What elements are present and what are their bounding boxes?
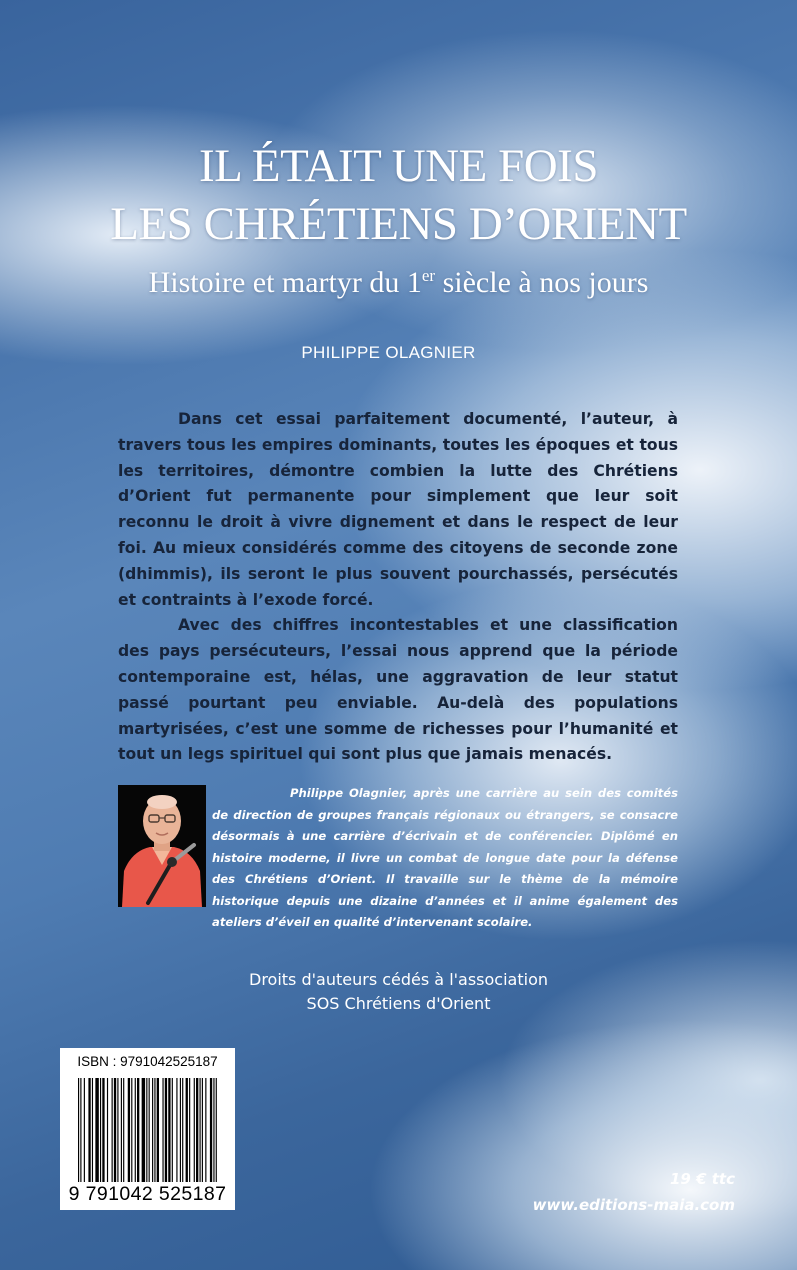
book-title-line1: IL ÉTAIT UNE FOIS	[199, 140, 598, 192]
barcode-bar-29	[180, 1078, 181, 1182]
barcode-bar-32	[189, 1078, 190, 1182]
barcode-bar-23	[157, 1078, 159, 1182]
barcode-bar-5	[95, 1078, 98, 1182]
barcode-bar-26	[168, 1078, 170, 1182]
barcode-bar-27	[172, 1078, 173, 1182]
isbn-digits: 9 791042 525187	[68, 1183, 227, 1205]
book-blurb	[118, 407, 678, 768]
author-photo-illustration	[118, 785, 206, 907]
price: 19 € ttc	[670, 1170, 735, 1188]
barcode-bar-18	[142, 1078, 145, 1182]
author-photo	[118, 785, 206, 907]
barcode-bar-31	[186, 1078, 188, 1182]
isbn-barcode-block	[60, 1048, 235, 1210]
barcode-bar-25	[165, 1078, 167, 1182]
barcode-bar-10	[114, 1078, 116, 1182]
barcode-bar-24	[162, 1078, 163, 1182]
barcode-bar-34	[196, 1078, 198, 1182]
barcode-bar-15	[131, 1078, 132, 1182]
barcode-bar-30	[182, 1078, 183, 1182]
barcode-bar-22	[154, 1078, 155, 1182]
barcode-bar-14	[128, 1078, 130, 1182]
book-title-line2: LES CHRÉTIENS D’ORIENT	[110, 198, 687, 250]
author-name: PHILIPPE OLAGNIER	[301, 343, 476, 362]
author-bio: Philippe Olagnier, après une carrière au sein des comités de direction de groupes français régionaux ou étrangers, se consacre désormais à une carrière d’écrivain et de conférencier. Diplômé en histoire moderne, il livre un combat de longue date pour la défense des Chrétiens d’Orient. Il travaille sur le thème de la mémoire historique depuis une dizaine d’années et il anime également des ateliers d’éveil en qualité d’intervenant scolaire.	[212, 786, 678, 929]
barcode-bar-21	[152, 1078, 153, 1182]
barcode-bar-13	[123, 1078, 124, 1182]
barcode-bar-19	[146, 1078, 147, 1182]
subtitle-text-end: siècle à nos jours	[435, 266, 649, 299]
isbn-label: ISBN : 9791042525187	[77, 1054, 218, 1069]
barcode-bar-39	[213, 1078, 214, 1182]
barcode-bar-33	[194, 1078, 195, 1182]
barcode-bar-40	[216, 1078, 217, 1182]
barcode-bar-9	[112, 1078, 113, 1182]
subtitle-superscript: er	[421, 266, 436, 285]
barcode-bar-8	[107, 1078, 108, 1182]
barcode-bar-11	[117, 1078, 118, 1182]
publisher-website[interactable]: www.editions-maia.com	[532, 1196, 735, 1214]
barcode-bar-16	[135, 1078, 136, 1182]
rights-notice-line1: Droits d'auteurs cédés à l'association	[249, 970, 548, 989]
barcode-bar-6	[100, 1078, 101, 1182]
barcode-bar-38	[210, 1078, 212, 1182]
barcode-bar-0	[78, 1078, 79, 1182]
barcode-bar-17	[137, 1078, 139, 1182]
subtitle-text-start: Histoire et martyr du 1	[148, 266, 422, 299]
barcode-bar-4	[92, 1078, 93, 1182]
barcode-bar-12	[121, 1078, 122, 1182]
barcode-bar-36	[202, 1078, 203, 1182]
barcode-bar-37	[205, 1078, 206, 1182]
book-subtitle	[0, 258, 797, 301]
barcode-bar-28	[176, 1078, 177, 1182]
barcode-bar-7	[102, 1078, 104, 1182]
rights-notice-line2: SOS Chrétiens d'Orient	[306, 994, 491, 1013]
blurb-paragraph-2: Avec des chiffres incontestables et une classification des pays persécuteurs, l’essai nous apprend que la période contemporaine est, hélas, une aggravation de leur statut passé pourtant peu enviable. Au-delà des populations martyrisées, c’est une somme de richesses pour l’humanité et tout un legs spirituel qui sont plus que jamais menacés.	[118, 616, 678, 764]
blurb-paragraph-1: Dans cet essai parfaitement documenté, l’auteur, à travers tous les empires dominants, toutes les époques et tous les territoires, démontre combien la lutte des Chrétiens d’Orient fut permanente pour simplement que leur soit reconnu le droit à vivre dignement et dans le respect de leur foi. Au mieux considérés comme des citoyens de seconde zone (dhimmis), ils seront le plus souvent pourchassés, persécutés et contraints à l’exode forcé.	[118, 410, 678, 609]
barcode-bar-20	[149, 1078, 150, 1182]
barcode-bar-1	[80, 1078, 81, 1182]
barcode-bar-3	[88, 1078, 90, 1182]
barcode-icon	[78, 1078, 218, 1182]
barcode-bar-35	[199, 1078, 200, 1182]
barcode-bar-2	[84, 1078, 85, 1182]
